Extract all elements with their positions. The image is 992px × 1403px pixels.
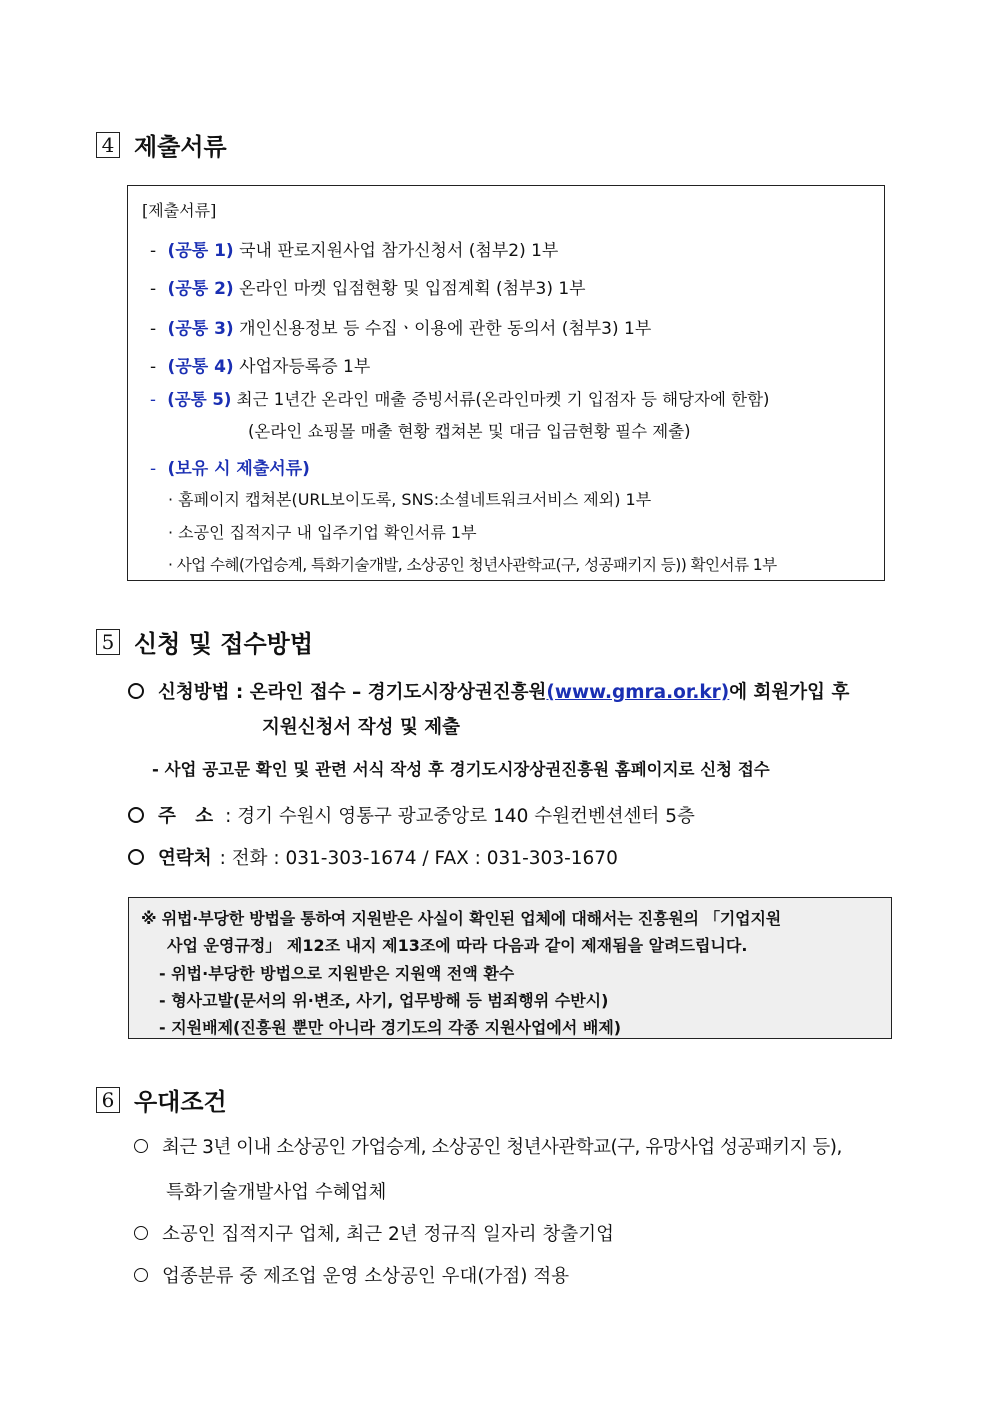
- apply-method: 신청방법 : 온라인 접수 – 경기도시장상권진흥원(www.gmra.or.kr)에 회원가입 후: [128, 678, 849, 704]
- warning-item: - 형사고발(문서의 위·변조, 사기, 업무방해 등 범죄행위 수반시): [159, 991, 609, 1010]
- apply-method-continuation: 지원신청서 작성 및 제출: [262, 717, 461, 738]
- section-5-heading: [96, 624, 313, 659]
- circle-bullet-icon: [128, 849, 144, 865]
- preference-item-continuation: 특화기술개발사업 수혜업체: [166, 1182, 387, 1203]
- section-title: 제출서류: [134, 133, 227, 161]
- warning-item: - 지원배제(진흥원 뿐만 아니라 경기도의 각종 지원사업에서 배제): [159, 1018, 622, 1037]
- section-4-heading: [96, 127, 227, 162]
- optional-doc-item: · 홈페이지 캡쳐본(URL보이도록, SNS:소셜네트워크서비스 제외) 1부: [168, 490, 652, 509]
- doc-item-continuation: (온라인 쇼핑몰 매출 현황 캡쳐본 및 대금 입금현황 필수 제출): [248, 422, 691, 441]
- documents-box-header: [제출서류]: [142, 201, 217, 220]
- homepage-link[interactable]: (www.gmra.or.kr): [546, 682, 730, 703]
- circle-bullet-icon: [134, 1226, 148, 1240]
- doc-item: - (공통 4) 사업자등록증 1부: [150, 357, 371, 377]
- address-row: 주 소 : 경기 수원시 영통구 광교중앙로 140 수원컨벤션센터 5층: [128, 802, 695, 828]
- section-title: 우대조건: [134, 1088, 227, 1116]
- section-number: 5: [96, 629, 120, 655]
- apply-method-note: - 사업 공고문 확인 및 관련 서식 작성 후 경기도시장상권진흥원 홈페이지로 신청 접수: [152, 760, 770, 779]
- warning-item: - 위법·부당한 방법으로 지원받은 지원액 전액 환수: [159, 964, 515, 983]
- preference-item: 업종분류 중 제조업 운영 소상공인 우대(가점) 적용: [134, 1262, 569, 1288]
- warning-box: [128, 897, 892, 1039]
- section-6-heading: [96, 1082, 227, 1117]
- doc-item: - (공통 5) 최근 1년간 온라인 매출 증빙서류(온라인마켓 기 입점자 등 해당자에 한함): [150, 390, 770, 409]
- doc-item: - (공통 3) 개인신용정보 등 수집ㆍ이용에 관한 동의서 (첨부3) 1부: [150, 319, 652, 339]
- circle-bullet-icon: [134, 1268, 148, 1282]
- preference-item: 소공인 집적지구 업체, 최근 2년 정규직 일자리 창출기업: [134, 1220, 614, 1246]
- section-number: 6: [96, 1087, 120, 1113]
- circle-bullet-icon: [134, 1139, 148, 1153]
- doc-item: - (공통 2) 온라인 마켓 입점현황 및 입점계획 (첨부3) 1부: [150, 279, 586, 299]
- circle-bullet-icon: [128, 807, 144, 823]
- optional-doc-item: · 소공인 집적지구 내 입주기업 확인서류 1부: [168, 523, 477, 542]
- doc-item: - (공통 1) 국내 판로지원사업 참가신청서 (첨부2) 1부: [150, 241, 559, 261]
- optional-docs-heading: - (보유 시 제출서류): [150, 459, 310, 479]
- warning-line: 사업 운영규정」 제12조 내지 제13조에 따라 다음과 같이 제재됨을 알려드립니다.: [167, 936, 748, 955]
- preference-item: 최근 3년 이내 소상공인 가업승계, 소상공인 청년사관학교(구, 유망사업 성공패키지 등),: [134, 1133, 842, 1159]
- section-number: 4: [96, 132, 120, 158]
- section-title: 신청 및 접수방법: [134, 630, 313, 658]
- circle-bullet-icon: [128, 683, 144, 699]
- warning-line: ※ 위법·부당한 방법을 통하여 지원받은 사실이 확인된 업체에 대해서는 진흥원의 「기업지원: [141, 909, 781, 928]
- contact-row: 연락처 : 전화 : 031-303-1674 / FAX : 031-303-1670: [128, 844, 618, 870]
- documents-box: [127, 185, 885, 581]
- optional-doc-item: · 사업 수혜(가업승계, 특화기술개발, 소상공인 청년사관학교(구, 성공패키지 등)) 확인서류 1부: [168, 556, 777, 574]
